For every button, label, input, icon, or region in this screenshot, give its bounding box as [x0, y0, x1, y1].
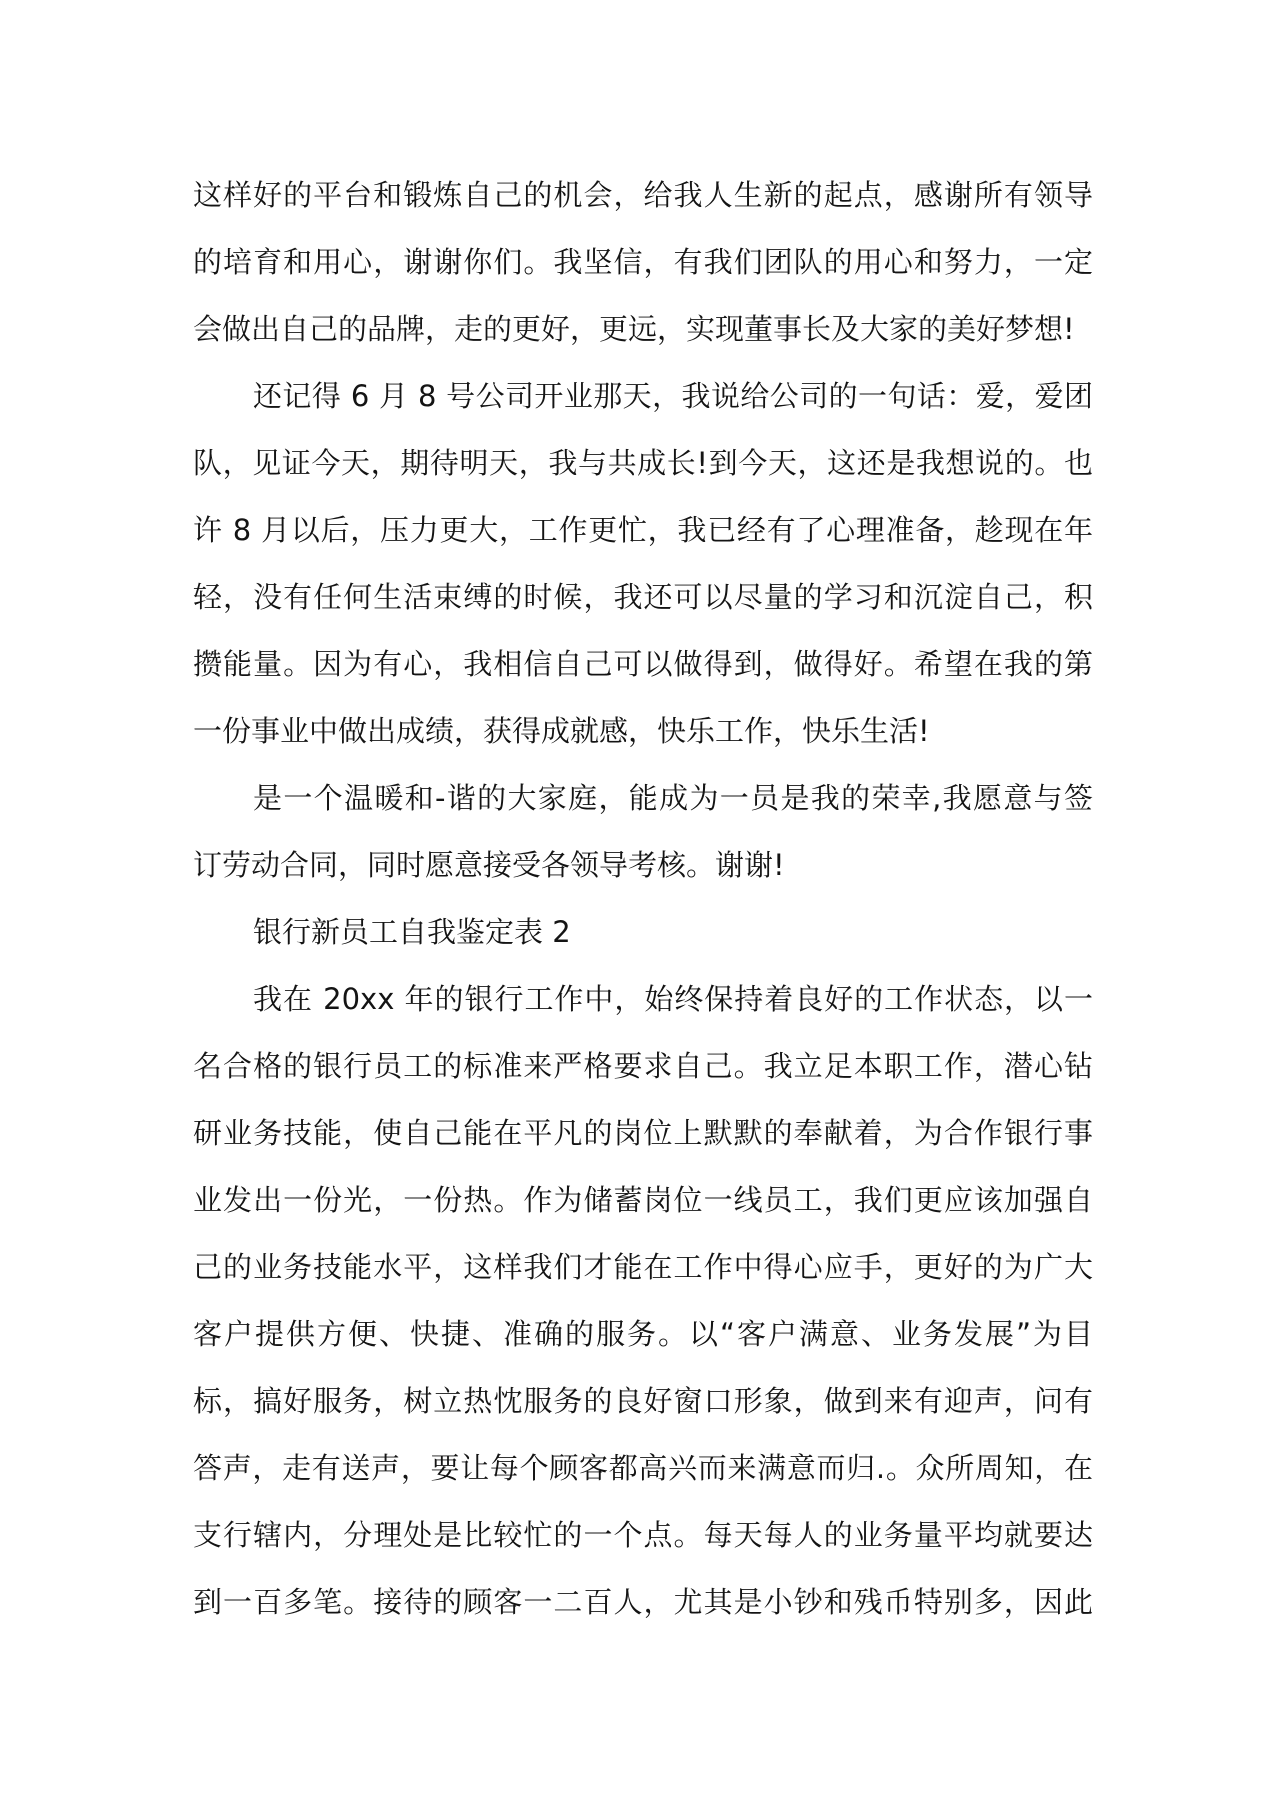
section-heading-text: 银行新员工自我鉴定表 2	[253, 915, 571, 949]
text-line: 会做出自己的品牌，走的更好，更远，实现董事长及大家的美好梦想!	[193, 312, 1075, 346]
text-line: 我在 20xx 年的银行工作中，始终保持着良好的工作状态，以一	[253, 982, 1093, 1016]
text-line: 攒能量。因为有心，我相信自己可以做得到，做得好。希望在我的第	[193, 647, 1093, 681]
text-line: 客户提供方便、快捷、准确的服务。以“客户满意、业务发展”为目	[193, 1317, 1093, 1351]
text-line: 是一个温暖和-谐的大家庭，能成为一员是我的荣幸,我愿意与签	[253, 781, 1093, 815]
paragraph-bank-work	[193, 966, 1093, 1636]
paragraph-thanks	[193, 162, 1093, 363]
text-line: 名合格的银行员工的标准来严格要求自己。我立足本职工作，潜心钻	[193, 1049, 1093, 1083]
text-line: 轻，没有任何生活束缚的时候，我还可以尽量的学习和沉淀自己，积	[193, 580, 1093, 614]
text-line: 研业务技能，使自己能在平凡的岗位上默默的奉献着，为合作银行事	[193, 1116, 1093, 1150]
text-line: 一份事业中做出成绩，获得成就感，快乐工作，快乐生活!	[193, 714, 930, 748]
text-line: 还记得 6 月 8 号公司开业那天，我说给公司的一句话：爱，爱团	[253, 379, 1093, 413]
text-line: 到一百多笔。接待的顾客一二百人，尤其是小钞和残币特别多，因此	[193, 1585, 1093, 1619]
paragraph-opening-day	[193, 363, 1093, 765]
text-line: 的培育和用心，谢谢你们。我坚信，有我们团队的用心和努力，一定	[193, 245, 1093, 279]
section-heading	[193, 899, 1093, 966]
text-line: 订劳动合同，同时愿意接受各领导考核。谢谢!	[193, 848, 785, 882]
paragraph-family	[193, 765, 1093, 899]
text-line: 队，见证今天，期待明天，我与共成长!到今天，这还是我想说的。也	[193, 446, 1093, 480]
text-line: 许 8 月以后，压力更大，工作更忙，我已经有了心理准备，趁现在年	[193, 513, 1093, 547]
text-line: 业发出一份光，一份热。作为储蓄岗位一线员工，我们更应该加强自	[193, 1183, 1093, 1217]
text-line: 这样好的平台和锻炼自己的机会，给我人生新的起点，感谢所有领导	[193, 178, 1093, 212]
text-line: 支行辖内，分理处是比较忙的一个点。每天每人的业务量平均就要达	[193, 1518, 1093, 1552]
text-line: 答声，走有送声，要让每个顾客都高兴而来满意而归.。众所周知，在	[193, 1451, 1093, 1485]
text-line: 标，搞好服务，树立热忱服务的良好窗口形象，做到来有迎声，问有	[193, 1384, 1093, 1418]
document-body	[193, 162, 1093, 1636]
text-line: 己的业务技能水平，这样我们才能在工作中得心应手，更好的为广大	[193, 1250, 1093, 1284]
